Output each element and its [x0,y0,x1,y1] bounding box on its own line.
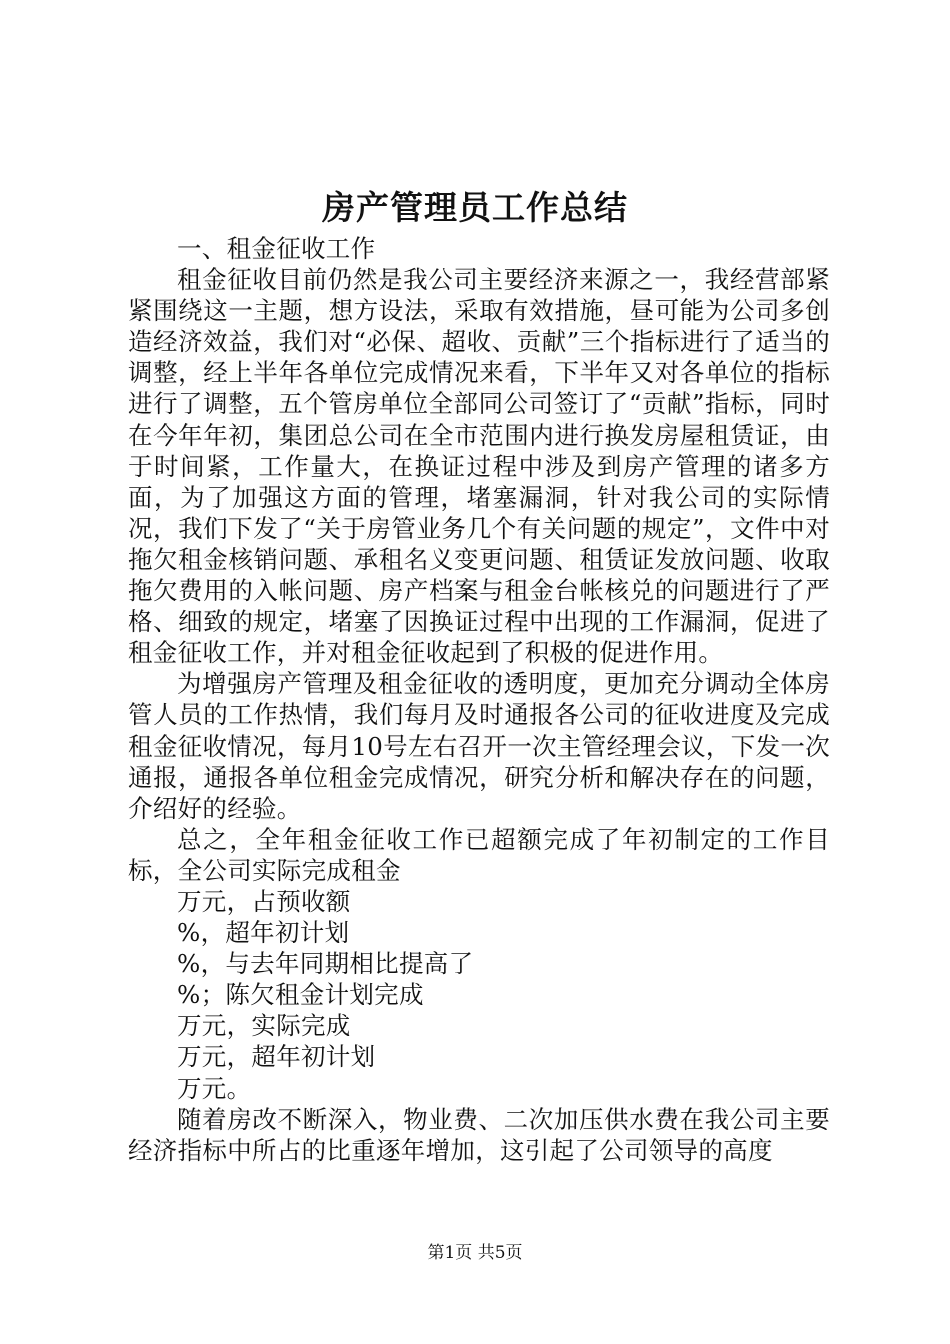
paragraph-rent-collection: 租金征收目前仍然是我公司主要经济来源之一，我经营部紧紧围绕这一主题，想方设法，采取有效措施，昼可能为公司多创造经济效益，我们对“必保、超收、贡献”三个指标进行了适当的调整，经上半年各单位完成情况来看，下半年又对各单位的指标进行了调整，五个管房单位全部同公司签订了“贡献”指标，同时在今年年初，集团总公司在全市范围内进行换发房屋租赁证，由于时间紧，工作量大，在换证过程中涉及到房产管理的诸多方面，为了加强这方面的管理，堵塞漏洞，针对我公司的实际情况，我们下发了“关于房管业务几个有关问题的规定”，文件中对拖欠租金核销问题、承租名义变更问题、租赁证发放问题、收取拖欠费用的入帐问题、房产档案与租金台帐核兑的问题进行了严格、细致的规定，堵塞了因换证过程中出现的工作漏洞，促进了租金征收工作，并对租金征收起到了积极的促进作用。 [128,265,830,668]
summary-fragment: 万元。 [177,1073,252,1103]
document-title: 房产管理员工作总结 [322,188,628,227]
summary-fragment: %，与去年同期相比提高了 [177,949,474,979]
summary-fragment: 万元，超年初计划 [177,1042,376,1072]
document-body [128,233,830,1166]
page-footer: 第1页 共5页 [427,1243,523,1263]
summary-fragment: %；陈欠租金计划完成 [177,980,424,1010]
paragraph-summary: 总之，全年租金征收工作已超额完成了年初制定的工作目标，全公司实际完成租金 [128,824,830,885]
summary-fragment: 万元，实际完成 [177,1011,351,1041]
summary-fragment: %，超年初计划 [177,918,350,948]
paragraph-transparency: 为增强房产管理及租金征收的透明度，更加充分调动全体房管人员的工作热情，我们每月及时通报各公司的征收进度及完成租金征收情况，每月10号左右召开一次主管经理会议，下发一次通报，通报各单位租金完成情况，研究分析和解决存在的问题，介绍好的经验。 [128,669,830,823]
section-heading: 一、租金征收工作 [177,234,376,263]
summary-fragment: 万元，占预收额 [177,886,351,916]
paragraph-property-fees: 随着房改不断深入，物业费、二次加压供水费在我公司主要经济指标中所占的比重逐年增加，这引起了公司领导的高度 [128,1104,830,1165]
